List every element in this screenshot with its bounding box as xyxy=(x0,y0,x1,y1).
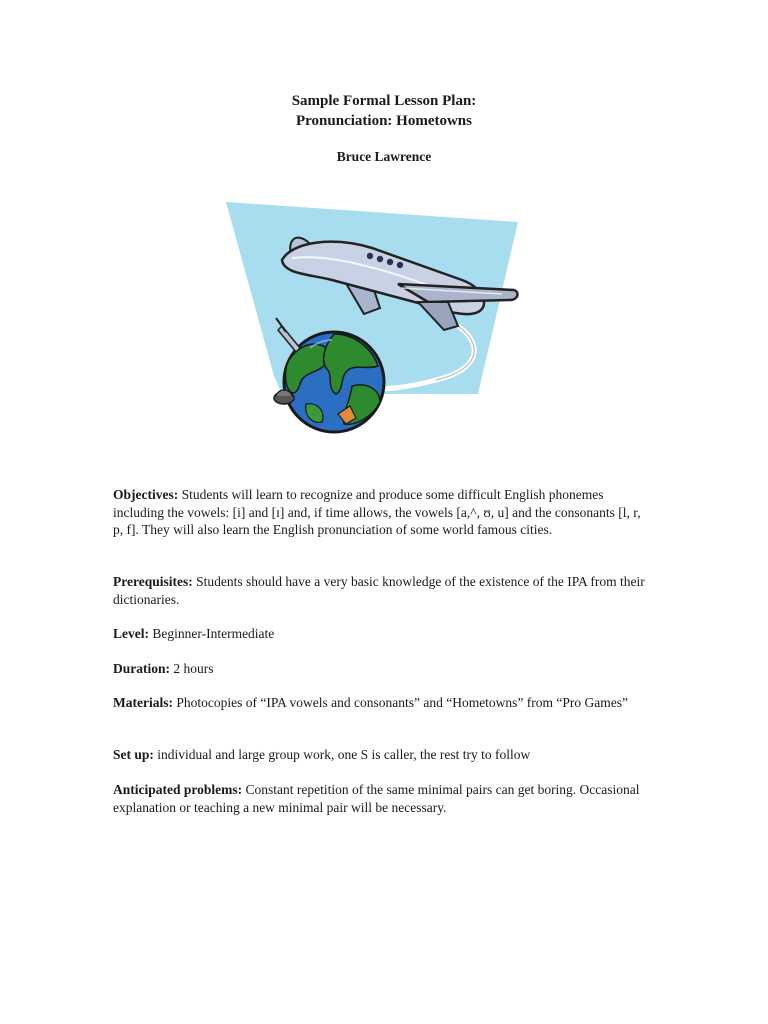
anticipated-problems-label: Anticipated problems: xyxy=(113,782,246,797)
objectives-section xyxy=(113,486,653,539)
materials-section xyxy=(113,694,653,712)
document-title-line-2: Pronunciation: Hometowns xyxy=(296,113,472,129)
prerequisites-section xyxy=(113,573,653,608)
level-section xyxy=(113,625,653,643)
airplane-over-globe-clipart xyxy=(222,198,524,438)
setup-section xyxy=(113,746,653,764)
materials-label: Materials: xyxy=(113,695,177,710)
objectives-label: Objectives: xyxy=(113,487,182,502)
level-label: Level: xyxy=(113,626,153,641)
anticipated-problems-text: Constant repetition of the same minimal pairs can get boring. Occasional explanation or teaching a new minimal pair will be necessary. xyxy=(113,782,640,815)
duration-label: Duration: xyxy=(113,661,174,676)
objectives-text: Students will learn to recognize and produce some difficult English phonemes including the vowels: [i] and [ɪ] and, if time allows, the vowels [a,^, ʊ, u] and the consonants [l, r, p, f]. They will also learn the English pronunciation of some world famous cities. xyxy=(113,487,641,537)
document-title-line-1: Sample Formal Lesson Plan: xyxy=(291,93,477,109)
duration-section xyxy=(113,660,653,678)
setup-label: Set up: xyxy=(113,747,158,762)
prerequisites-text: Students should have a very basic knowledge of the existence of the IPA from their dictionaries. xyxy=(113,574,645,607)
setup-text: individual and large group work, one S is caller, the rest try to follow xyxy=(157,747,531,762)
anticipated-problems-section xyxy=(113,781,653,816)
document-author: Bruce Lawrence xyxy=(336,149,432,164)
materials-text: Photocopies of “IPA vowels and consonants” and “Hometowns” from “Pro Games” xyxy=(176,695,629,710)
prerequisites-label: Prerequisites: xyxy=(113,574,197,589)
duration-text: 2 hours xyxy=(173,661,214,676)
level-text: Beginner-Intermediate xyxy=(152,626,275,641)
